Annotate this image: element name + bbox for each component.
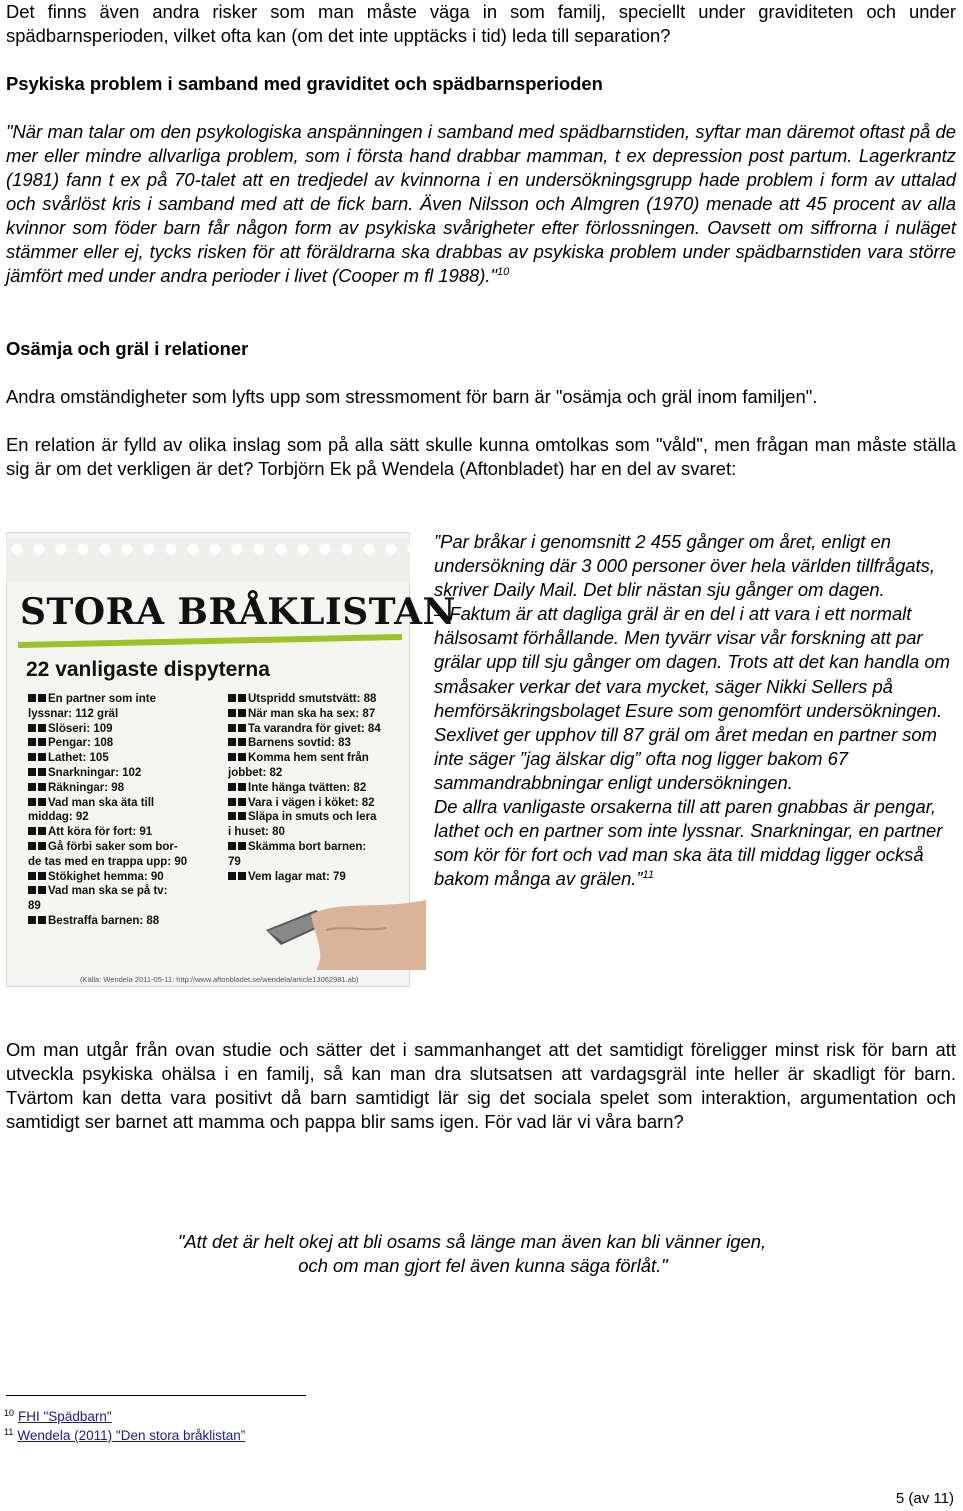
bullet-square-icon [228,842,236,850]
quote-psychological-text: "När man talar om den psykologiska anspänningen i samband med spädbarnstiden, syftar man däremot oftast på de mer eller mindre allvarliga problem, som i första hand drabbar mamman, t ex depression post partum. Lagerkrantz (1981) fann t ex på 70-talet att en tredjedel av kvinnorna i en undersökningsgrupp hade problem i form av uttalad och svårlöst kris i samband med att de fick barn. Även Nilsson och Almgren (1970) menade att 45 procent av alla kvinnor som föder barn får någon form av psykiska svårigheter efter förlossningen. Oavsett om siffrorna i nuläget stämmer eller ej, tycks risken för att föräldrarna ska drabbas av psykiska problem under spädbarnstiden vara större jämfört med under andra perioder i livet (Cooper m fl 1988)." [6,121,956,286]
clipping-item-text: Vem lagar mat: 79 [248,870,346,883]
clipping-item-text: Ta varandra för givet: 84 [248,722,381,735]
side-quote [434,530,956,891]
clipping-list-item [28,781,213,796]
bullet-square-icon [38,916,46,924]
bullet-square-icon [28,798,36,806]
clipping-list-item [228,796,413,811]
bullet-square-icon [28,724,36,732]
conclusion-paragraph: Om man utgår från ovan studie och sätter det i sammanhanget att det samtidigt föreligger minst risk för barn att utveckla psykiska ohälsa i en familj, så kan man dra slutsatsen att vardagsgräl inte heller är skadligt för barn. Tvärtom kan detta vara positivt då barn samtidigt lär sig det sociala spelet som interaktion, argumentation och samtidigt ser barnet att mamma och pappa blir sams igen. För vad lär vi våra barn? [6,1039,956,1132]
clipping-item-text: Stökighet hemma: 90 [48,870,164,883]
footnote-link-fhi[interactable]: FHI "Spädbarn" [18,1409,112,1424]
bullet-square-icon [238,872,246,880]
bullet-square-icon [228,709,236,717]
bullet-square-icon [228,872,236,880]
clipping-list-item [28,914,213,929]
bullet-square-icon [38,886,46,894]
bullet-square-icon [238,798,246,806]
bullet-square-icon [38,753,46,761]
bullet-square-icon [28,872,36,880]
clipping-item-text: Räkningar: 98 [48,781,125,794]
footnote-11 [4,1424,245,1444]
side-quote-paragraph [434,530,956,602]
bullet-square-icon [38,724,46,732]
clipping-list-item [28,870,213,885]
clipping-source: (Källa: Wendela 2011-05-11: http://www.aftonbladet.se/wendela/article13062981.ab) [80,975,359,984]
bullet-square-icon [228,694,236,702]
closing-quote [0,1230,960,1278]
side-quote-paragraph [434,723,956,795]
footnote-ref-10[interactable]: 10 [497,265,510,278]
section-heading-conflict: Osämja och gräl i relationer [6,338,249,359]
clipping-list-item [228,781,413,796]
green-underline [18,634,402,648]
clipping-list-item [228,692,413,707]
clipping-item-text: Barnens sovtid: 83 [248,737,351,750]
page-number: 5 (av 11) [895,1490,954,1507]
clipping-list-item [228,736,413,751]
clipping-item-text: När man ska ha sex: 87 [248,707,376,720]
clipping-item-text: Vara i vägen i köket: 82 [248,796,375,809]
closing-quote-line1: "Att det är helt okej att bli osams så länge man även kan bli vänner igen, [177,1231,767,1252]
clipping-item-text: Pengar: 108 [48,737,114,750]
clipping-item-text: Att köra för fort: 91 [48,826,153,839]
bullet-square-icon [38,694,46,702]
bullet-square-icon [238,812,246,820]
bullet-square-icon [28,916,36,924]
clipping-left-list [28,692,213,929]
clipping-list-item [228,840,413,870]
side-quote-text: ”Par bråkar i genomsnitt 2 455 gånger om året, enligt en undersökning där 3 000 personer över hela världen tillfrågats, skriver Daily Mail. Det blir nästan sju gånger om dagen. [434,531,935,601]
bullet-square-icon [28,886,36,894]
clipping-subtitle: 22 vanligaste dispyterna [26,658,270,681]
clipping-list-item [228,751,413,781]
bullet-square-icon [228,783,236,791]
conflict-paragraph-1: Andra omständigheter som lyfts upp som stressmoment för barn är "osämja och gräl inom familjen". [6,386,818,407]
footnote-divider [6,1395,306,1396]
clipping-item-text: Gå förbi saker som bor- de tas med en trappa upp: 90 [28,840,188,868]
side-quote-text: – Faktum är att dagliga gräl är en del i att vara i ett normalt hälsosamt förhållande. Men tyvärr visar vår forskning att par grälar upp till sju gånger om dagen. Trots att det kan handla om småsaker verkar det vara mycket, säger Nikki Sellers på hemförsäkringsbolaget Esure som genomfört undersökningen. [434,603,950,721]
bullet-square-icon [28,827,36,835]
clipping-list-item [28,825,213,840]
clipping-title: STORA BRÅKLISTAN [20,591,456,633]
clipping-right-list [228,692,413,884]
bullet-square-icon [38,783,46,791]
side-quote-text: Sexlivet ger upphov till 87 gräl om året medan en partner som inte säger ”jag älskar dig” ofta nog ligger bakom 67 sammandrabbningar enligt undersökningen. [434,723,937,793]
clipping-item-text: Skämma bort barnen: 79 [228,840,367,868]
quote-psychological [6,120,956,288]
bullet-square-icon [238,724,246,732]
bullet-square-icon [238,709,246,717]
bullet-square-icon [38,842,46,850]
bullet-square-icon [228,724,236,732]
side-quote-paragraph [434,795,956,891]
footnote-10 [4,1405,112,1425]
clipping-item-text: Lathet: 105 [48,752,109,765]
closing-quote-line2: och om man gjort fel även kunna säga förlåt." [298,1255,668,1276]
clipping-item-text: Släpa in smuts och lera i huset: 80 [228,811,377,839]
bullet-square-icon [228,738,236,746]
intro-paragraph: Det finns även andra risker som man måste väga in som familj, speciellt under graviditeten och under spädbarnsperioden, vilket ofta kan (om det inte upptäcks i tid) leda till separation? [6,1,956,46]
section-heading-psychological: Psykiska problem i samband med graviditet och spädbarnsperioden [6,73,603,94]
bullet-square-icon [28,842,36,850]
bullet-square-icon [28,768,36,776]
clipping-item-text: En partner som inte lyssnar: 112 gräl [28,693,156,720]
clipping-item-text: Snarkningar: 102 [48,766,142,779]
clipping-list-item [228,722,413,737]
bullet-square-icon [238,738,246,746]
footnote-number: 10 [4,1408,15,1418]
bullet-square-icon [228,812,236,820]
bullet-square-icon [38,872,46,880]
bullet-square-icon [38,738,46,746]
bullet-square-icon [28,783,36,791]
clipping-item-text: Inte hänga tvätten: 82 [248,781,367,794]
bullet-square-icon [228,798,236,806]
clipping-list-item [28,736,213,751]
clipping-list-item [28,751,213,766]
footnote-number: 11 [4,1427,14,1437]
conflict-paragraph-2: En relation är fylld av olika inslag som på alla sätt skulle kunna omtolkas som "våld", men frågan man måste ställa sig är om det verkligen är det? Torbjörn Ek på Wendela (Aftonbladet) har en del av svaret: [6,434,956,479]
footnote-ref-11[interactable]: 11 [642,869,654,882]
clipping-list-item [228,707,413,722]
clipping-item-text: Vad man ska se på tv: 89 [28,885,168,913]
bullet-square-icon [38,768,46,776]
clipping-list-item [28,766,213,781]
clipping-item-text: Komma hem sent från jobbet: 82 [228,752,369,779]
side-quote-text: De allra vanligaste orsakerna till att paren gnabbas är pengar, lathet och en partner som inte lyssnar. Snarkningar, en partner som kör för fort och vad man ska äta till middag ligger också bakom många av grälen.” [434,796,943,890]
bullet-square-icon [28,738,36,746]
bullet-square-icon [38,827,46,835]
clipping-list-item [28,692,213,722]
clipping-item-text: Vad man ska äta till middag: 92 [28,796,155,824]
side-quote-paragraph [434,602,956,722]
clipping-list-item [28,722,213,737]
notebook-holes [6,538,410,582]
braklistan-clipping-image [6,532,456,987]
bullet-square-icon [28,753,36,761]
bullet-square-icon [238,753,246,761]
clipping-list-item [28,840,213,870]
footnote-link-wendela[interactable]: Wendela (2011) "Den stora bråklistan” [17,1428,246,1443]
bullet-square-icon [28,694,36,702]
hand-with-remote-icon [256,870,426,970]
bullet-square-icon [238,783,246,791]
bullet-square-icon [238,694,246,702]
clipping-item-text: Slöseri: 109 [48,722,113,735]
clipping-list-item [28,796,213,826]
clipping-list-item [228,810,413,840]
clipping-item-text: Bestraffa barnen: 88 [48,914,160,927]
clipping-item-text: Utspridd smutstvätt: 88 [248,693,377,705]
bullet-square-icon [238,842,246,850]
bullet-square-icon [38,798,46,806]
bullet-square-icon [228,753,236,761]
clipping-list-item [28,884,213,914]
